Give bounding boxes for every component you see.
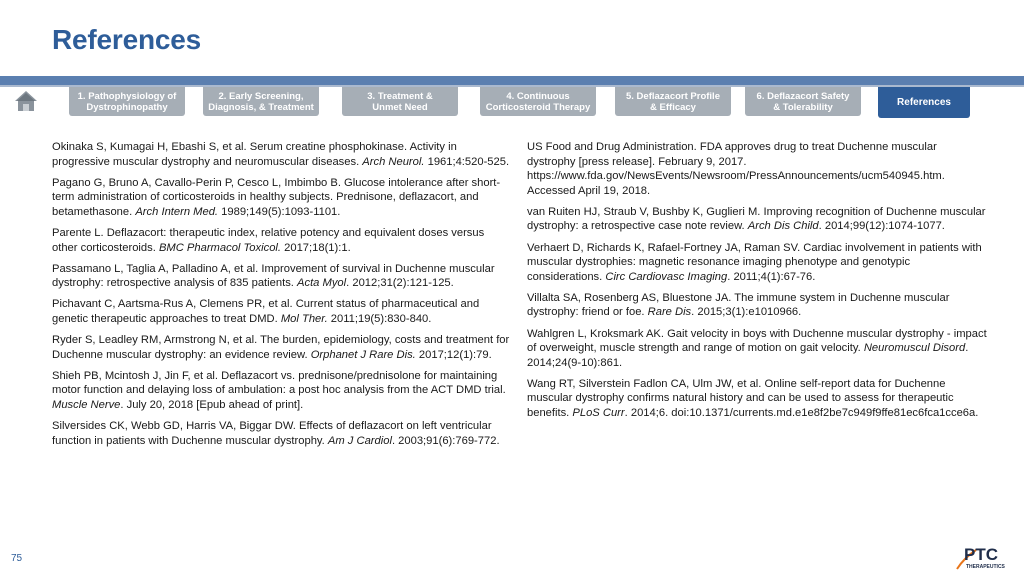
tab-label-line2: Unmet Need bbox=[372, 101, 428, 113]
reference-journal: Rare Dis bbox=[647, 306, 692, 319]
tab-label-line1: 4. Continuous bbox=[506, 90, 570, 102]
reference-citation: 1989;149(5):1093-1101. bbox=[218, 205, 341, 218]
logo-subtext: THERAPEUTICS bbox=[966, 564, 1005, 570]
tab-early-screening[interactable] bbox=[203, 87, 319, 116]
reference-journal: BMC Pharmacol Toxicol. bbox=[158, 241, 282, 254]
ptc-logo bbox=[956, 540, 1016, 570]
references-left-column bbox=[52, 140, 512, 455]
reference-text: Verhaert D, Richards K, Rafael-Fortney JA, Raman SV. Cardiac involvement in patients with muscular dystrophies: magnetic resonance imaging phenotype and genotypic considerations. bbox=[527, 241, 982, 283]
reference-entry bbox=[527, 327, 987, 371]
reference-text: Shieh PB, Mcintosh J, Jin F, et al. Deflazacort vs. prednisone/prednisolone for maintaining motor function and delaying loss of ambulation: a post hoc analysis from the ACT DMD trial. bbox=[52, 369, 506, 397]
reference-journal: Arch Dis Child bbox=[747, 220, 819, 233]
reference-entry bbox=[52, 369, 512, 413]
tab-label-line1: 1. Pathophysiology of bbox=[77, 90, 177, 102]
page-title: References bbox=[52, 24, 201, 55]
tab-label-line1: 2. Early Screening, bbox=[218, 90, 304, 102]
reference-entry bbox=[527, 205, 987, 234]
tab-references[interactable] bbox=[878, 87, 970, 118]
reference-text: Parente L. Deflazacort: therapeutic index, relative potency and equivalent doses versus other corticosteroids. bbox=[52, 226, 485, 254]
tab-label-line2: Diagnosis, & Treatment bbox=[208, 101, 314, 113]
tab-continuous-corticosteroid[interactable] bbox=[480, 87, 596, 116]
home-icon bbox=[13, 88, 39, 114]
reference-text: Pichavant C, Aartsma-Rus A, Clemens PR, et al. Current status of pharmaceutical and genetic therapeutic approaches to treat DMD. bbox=[52, 298, 480, 325]
tab-label-line2: Dystrophinopathy bbox=[86, 101, 168, 113]
reference-text: Wang RT, Silverstein Fadlon CA, Ulm JW, et al. Online self-report data for Duchenne muscular dystrophy confirms natural history and can be used to assess for therapeutic benefits. bbox=[527, 377, 954, 419]
tab-deflazacort-profile[interactable] bbox=[615, 87, 731, 116]
reference-text: Passamano L, Taglia A, Palladino A, et al. Improvement of survival in Duchenne muscular dystrophy: retrospective analysis of 835 patients. bbox=[52, 262, 495, 290]
tab-label-line1: 5. Deflazacort Profile bbox=[626, 90, 720, 102]
reference-journal: Circ Cardiovasc Imaging bbox=[605, 270, 728, 283]
reference-journal: Am J Cardiol bbox=[327, 434, 392, 447]
tab-label-line2: & Tolerability bbox=[773, 101, 833, 113]
reference-text: US Food and Drug Administration. FDA approves drug to treat Duchenne muscular dystrophy [press release]. February 9, 2017. https://www.fda.gov/NewsEvents/Newsroom/PressAnnouncements/ucm540945.htm. Accessed April 19, 2018. bbox=[527, 141, 945, 197]
reference-journal: Acta Myol bbox=[297, 277, 347, 290]
reference-entry bbox=[52, 419, 512, 448]
tab-label-line2: & Efficacy bbox=[650, 101, 696, 113]
tab-deflazacort-safety[interactable] bbox=[745, 87, 861, 116]
reference-entry bbox=[52, 333, 512, 362]
tab-label-line1: 3. Treatment & bbox=[367, 90, 433, 102]
reference-text: Okinaka S, Kumagai H, Ebashi S, et al. Serum creatine phosphokinase. Activity in progressive muscular dystrophy and neuromuscular diseases. bbox=[52, 141, 457, 168]
reference-text: Ryder S, Leadley RM, Armstrong N, et al. The burden, epidemiology, costs and treatment for Duchenne muscular dystrophy: an evidence review. bbox=[52, 334, 510, 361]
reference-text: Villalta SA, Rosenberg AS, Bluestone JA. The immune system in Duchenne muscular dystrophy: friend or foe. bbox=[527, 291, 950, 319]
reference-text: Pagano G, Bruno A, Cavallo-Perin P, Cesco L, Imbimbo B. Glucose intolerance after short-term administration of corticosteroids in healthy subjects. Prednisone, deflazacort, and betamethasone. bbox=[52, 176, 501, 218]
tab-treatment[interactable] bbox=[342, 87, 458, 116]
reference-citation: . 2014;6. doi:10.1371/currents.md.e1e8f2be7c949f9ffe81ec6fca1cce6a. bbox=[624, 407, 979, 419]
reference-journal: Arch Neurol. bbox=[362, 155, 425, 168]
reference-citation: . 2014;99(12):1074-1077. bbox=[818, 220, 945, 233]
page-number: 75 bbox=[11, 553, 23, 564]
reference-citation: 2017;12(1):79. bbox=[415, 348, 492, 361]
references-right-column bbox=[527, 140, 987, 427]
reference-entry bbox=[52, 297, 512, 326]
reference-citation: . 2015;3(1):e1010966. bbox=[691, 306, 802, 319]
reference-citation: . July 20, 2018 [Epub ahead of print]. bbox=[120, 398, 304, 411]
reference-journal: Mol Ther. bbox=[280, 312, 328, 325]
reference-citation: . 2003;91(6):769-772. bbox=[391, 434, 500, 447]
tab-label-line1: 6. Deflazacort Safety bbox=[756, 90, 850, 102]
reference-entry bbox=[527, 140, 987, 198]
reference-journal: Muscle Nerve bbox=[52, 398, 121, 411]
tab-label-line1: References bbox=[897, 97, 951, 108]
reference-citation: 2011;19(5):830-840. bbox=[327, 312, 432, 325]
reference-citation: . 2012;31(2):121-125. bbox=[346, 277, 454, 290]
reference-journal: PLoS Curr bbox=[572, 407, 625, 419]
reference-entry bbox=[527, 377, 987, 421]
reference-journal: Neuromuscul Disord bbox=[863, 342, 966, 355]
reference-entry bbox=[52, 262, 512, 291]
header-band bbox=[0, 76, 1024, 85]
reference-text: van Ruiten HJ, Straub V, Bushby K, Guglieri M. Improving recognition of Duchenne muscular dystrophy: a retrospective case note review. bbox=[527, 205, 986, 233]
tab-label-line2: Corticosteroid Therapy bbox=[485, 101, 591, 113]
reference-citation: . 2011;4(1):67-76. bbox=[727, 270, 816, 283]
reference-text: Wahlgren L, Kroksmark AK. Gait velocity in boys with Duchenne muscular dystrophy - impact of overweight, muscle strength and range of motion on gait velocity. bbox=[527, 327, 987, 355]
reference-journal: Arch Intern Med. bbox=[135, 205, 219, 218]
reference-entry bbox=[52, 176, 512, 220]
reference-text: Silversides CK, Webb GD, Harris VA, Biggar DW. Effects of deflazacort on left ventricular function in patients with Duchenne muscular dystrophy. bbox=[52, 420, 492, 447]
home-button[interactable] bbox=[13, 88, 39, 114]
reference-citation: 2017;18(1):1. bbox=[281, 241, 351, 254]
logo-text: PTC bbox=[964, 545, 998, 564]
reference-journal: Orphanet J Rare Dis. bbox=[310, 348, 416, 361]
reference-citation: . 2014;24(9-10):861. bbox=[527, 342, 969, 369]
reference-entry bbox=[52, 140, 512, 169]
tab-pathophysiology[interactable] bbox=[69, 87, 185, 116]
reference-entry bbox=[52, 226, 512, 255]
reference-citation: 1961;4:520-525. bbox=[424, 155, 510, 168]
reference-entry bbox=[527, 241, 987, 285]
reference-entry bbox=[527, 291, 987, 320]
